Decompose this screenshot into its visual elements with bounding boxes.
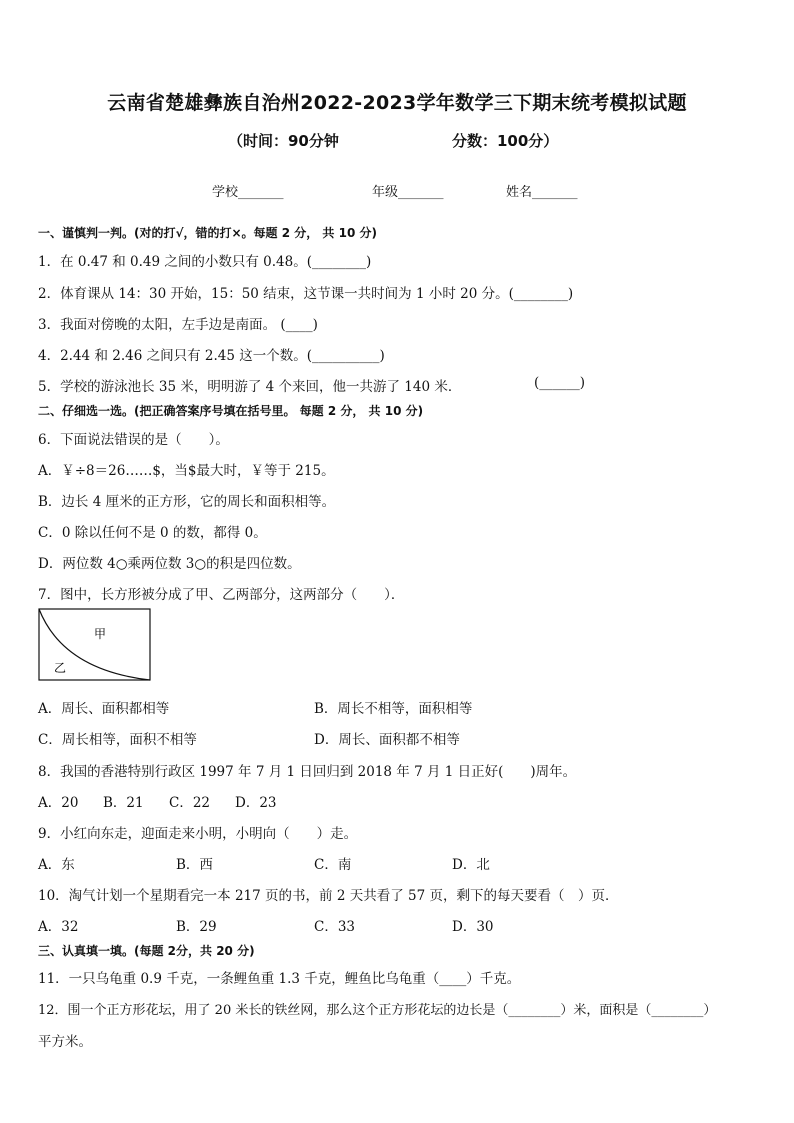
section-2-heading: 二、仔细选一选。(把正确答案序号填在括号里。 每题 2 分， 共 10 分) bbox=[38, 404, 424, 418]
page-title: 云南省楚雄彝族自治州2022-2023学年数学三下期末统考模拟试题 bbox=[107, 92, 687, 114]
question-7-option-d[interactable]: D．周长、面积都不相等 bbox=[314, 732, 460, 748]
question-5: 5．学校的游泳池长 35 米，明明游了 4 个来回，他一共游了 140 米． bbox=[38, 379, 462, 395]
rectangle-figure bbox=[38, 608, 152, 682]
question-7: 7．图中，长方形被分成了甲、乙两部分，这两部分（ ）． bbox=[38, 587, 405, 603]
question-9-option-d[interactable]: D．北 bbox=[452, 857, 490, 873]
question-10-option-b[interactable]: B．29 bbox=[176, 919, 217, 935]
question-7-option-b[interactable]: B．周长不相等，面积相等 bbox=[314, 701, 473, 717]
school-field[interactable]: 学校_______ bbox=[212, 185, 284, 200]
question-12-continued: 平方米。 bbox=[38, 1034, 92, 1050]
question-9-option-b[interactable]: B．西 bbox=[176, 857, 213, 873]
name-field[interactable]: 姓名_______ bbox=[506, 185, 578, 200]
question-10-option-c[interactable]: C．33 bbox=[314, 919, 356, 935]
question-9-option-c[interactable]: C．南 bbox=[314, 857, 352, 873]
question-7-option-a[interactable]: A．周长、面积都相等 bbox=[38, 701, 170, 717]
question-4: 4．2.44 和 2.46 之间只有 2.45 这一个数。(__________) bbox=[38, 348, 385, 364]
question-8-option-c[interactable]: C．22 bbox=[169, 795, 211, 811]
question-8-option-a[interactable]: A．20 bbox=[38, 795, 79, 811]
exam-score: 分数：100分） bbox=[452, 132, 559, 150]
question-12: 12．围一个正方形花坛，用了 20 米长的铁丝网，那么这个正方形花坛的边长是（________）米，面积是（________） bbox=[38, 1003, 717, 1018]
question-10-option-d[interactable]: D．30 bbox=[452, 919, 494, 935]
question-11: 11．一只乌龟重 0.9 千克，一条鲤鱼重 1.3 千克，鲤鱼比乌龟重（____）千克。 bbox=[38, 971, 521, 987]
question-6-option-c[interactable]: C．0 除以任何不是 0 的数，都得 0。 bbox=[38, 525, 267, 541]
grade-field[interactable]: 年级_______ bbox=[372, 185, 444, 200]
question-2: 2．体育课从 14：30 开始，15：50 结束，这节课一共时间为 1 小时 20 分。(________) bbox=[38, 286, 574, 302]
figure-label-yi: 乙 bbox=[54, 661, 67, 675]
question-6-option-b[interactable]: B．边长 4 厘米的正方形，它的周长和面积相等。 bbox=[38, 494, 336, 510]
question-9: 9．小红向东走，迎面走来小明，小明向（ ）走。 bbox=[38, 826, 358, 842]
question-6-option-a[interactable]: A．￥÷8＝26……$，当$最大时，￥等于 215。 bbox=[38, 463, 335, 479]
question-8: 8．我国的香港特别行政区 1997 年 7 月 1 日回归到 2018 年 7 月 1 日正好( )周年。 bbox=[38, 764, 577, 780]
question-6: 6．下面说法错误的是（ ）。 bbox=[38, 432, 229, 448]
question-5-blank[interactable]: (______) bbox=[534, 375, 586, 391]
exam-time: （时间：90分钟 bbox=[228, 132, 339, 150]
question-1: 1．在 0.47 和 0.49 之间的小数只有 0.48。(________) bbox=[38, 254, 372, 270]
question-10: 10．淘气计划一个星期看完一本 217 页的书，前 2 天共看了 57 页，剩下的每天要看（ ）页． bbox=[38, 888, 619, 904]
question-9-option-a[interactable]: A．东 bbox=[38, 857, 75, 873]
question-10-option-a[interactable]: A．32 bbox=[38, 919, 79, 935]
figure-label-jia: 甲 bbox=[94, 627, 107, 641]
question-8-option-b[interactable]: B．21 bbox=[103, 795, 144, 811]
question-7-option-c[interactable]: C．周长相等，面积不相等 bbox=[38, 732, 197, 748]
question-3: 3．我面对傍晚的太阳，左手边是南面。 (____) bbox=[38, 317, 318, 333]
question-8-option-d[interactable]: D．23 bbox=[235, 795, 277, 811]
section-3-heading: 三、认真填一填。(每题 2分，共 20 分) bbox=[38, 944, 255, 958]
section-1-heading: 一、谨慎判一判。(对的打√，错的打×。每题 2 分， 共 10 分) bbox=[38, 226, 377, 240]
question-6-option-d[interactable]: D．两位数 4○乘两位数 3○的积是四位数。 bbox=[38, 556, 301, 572]
